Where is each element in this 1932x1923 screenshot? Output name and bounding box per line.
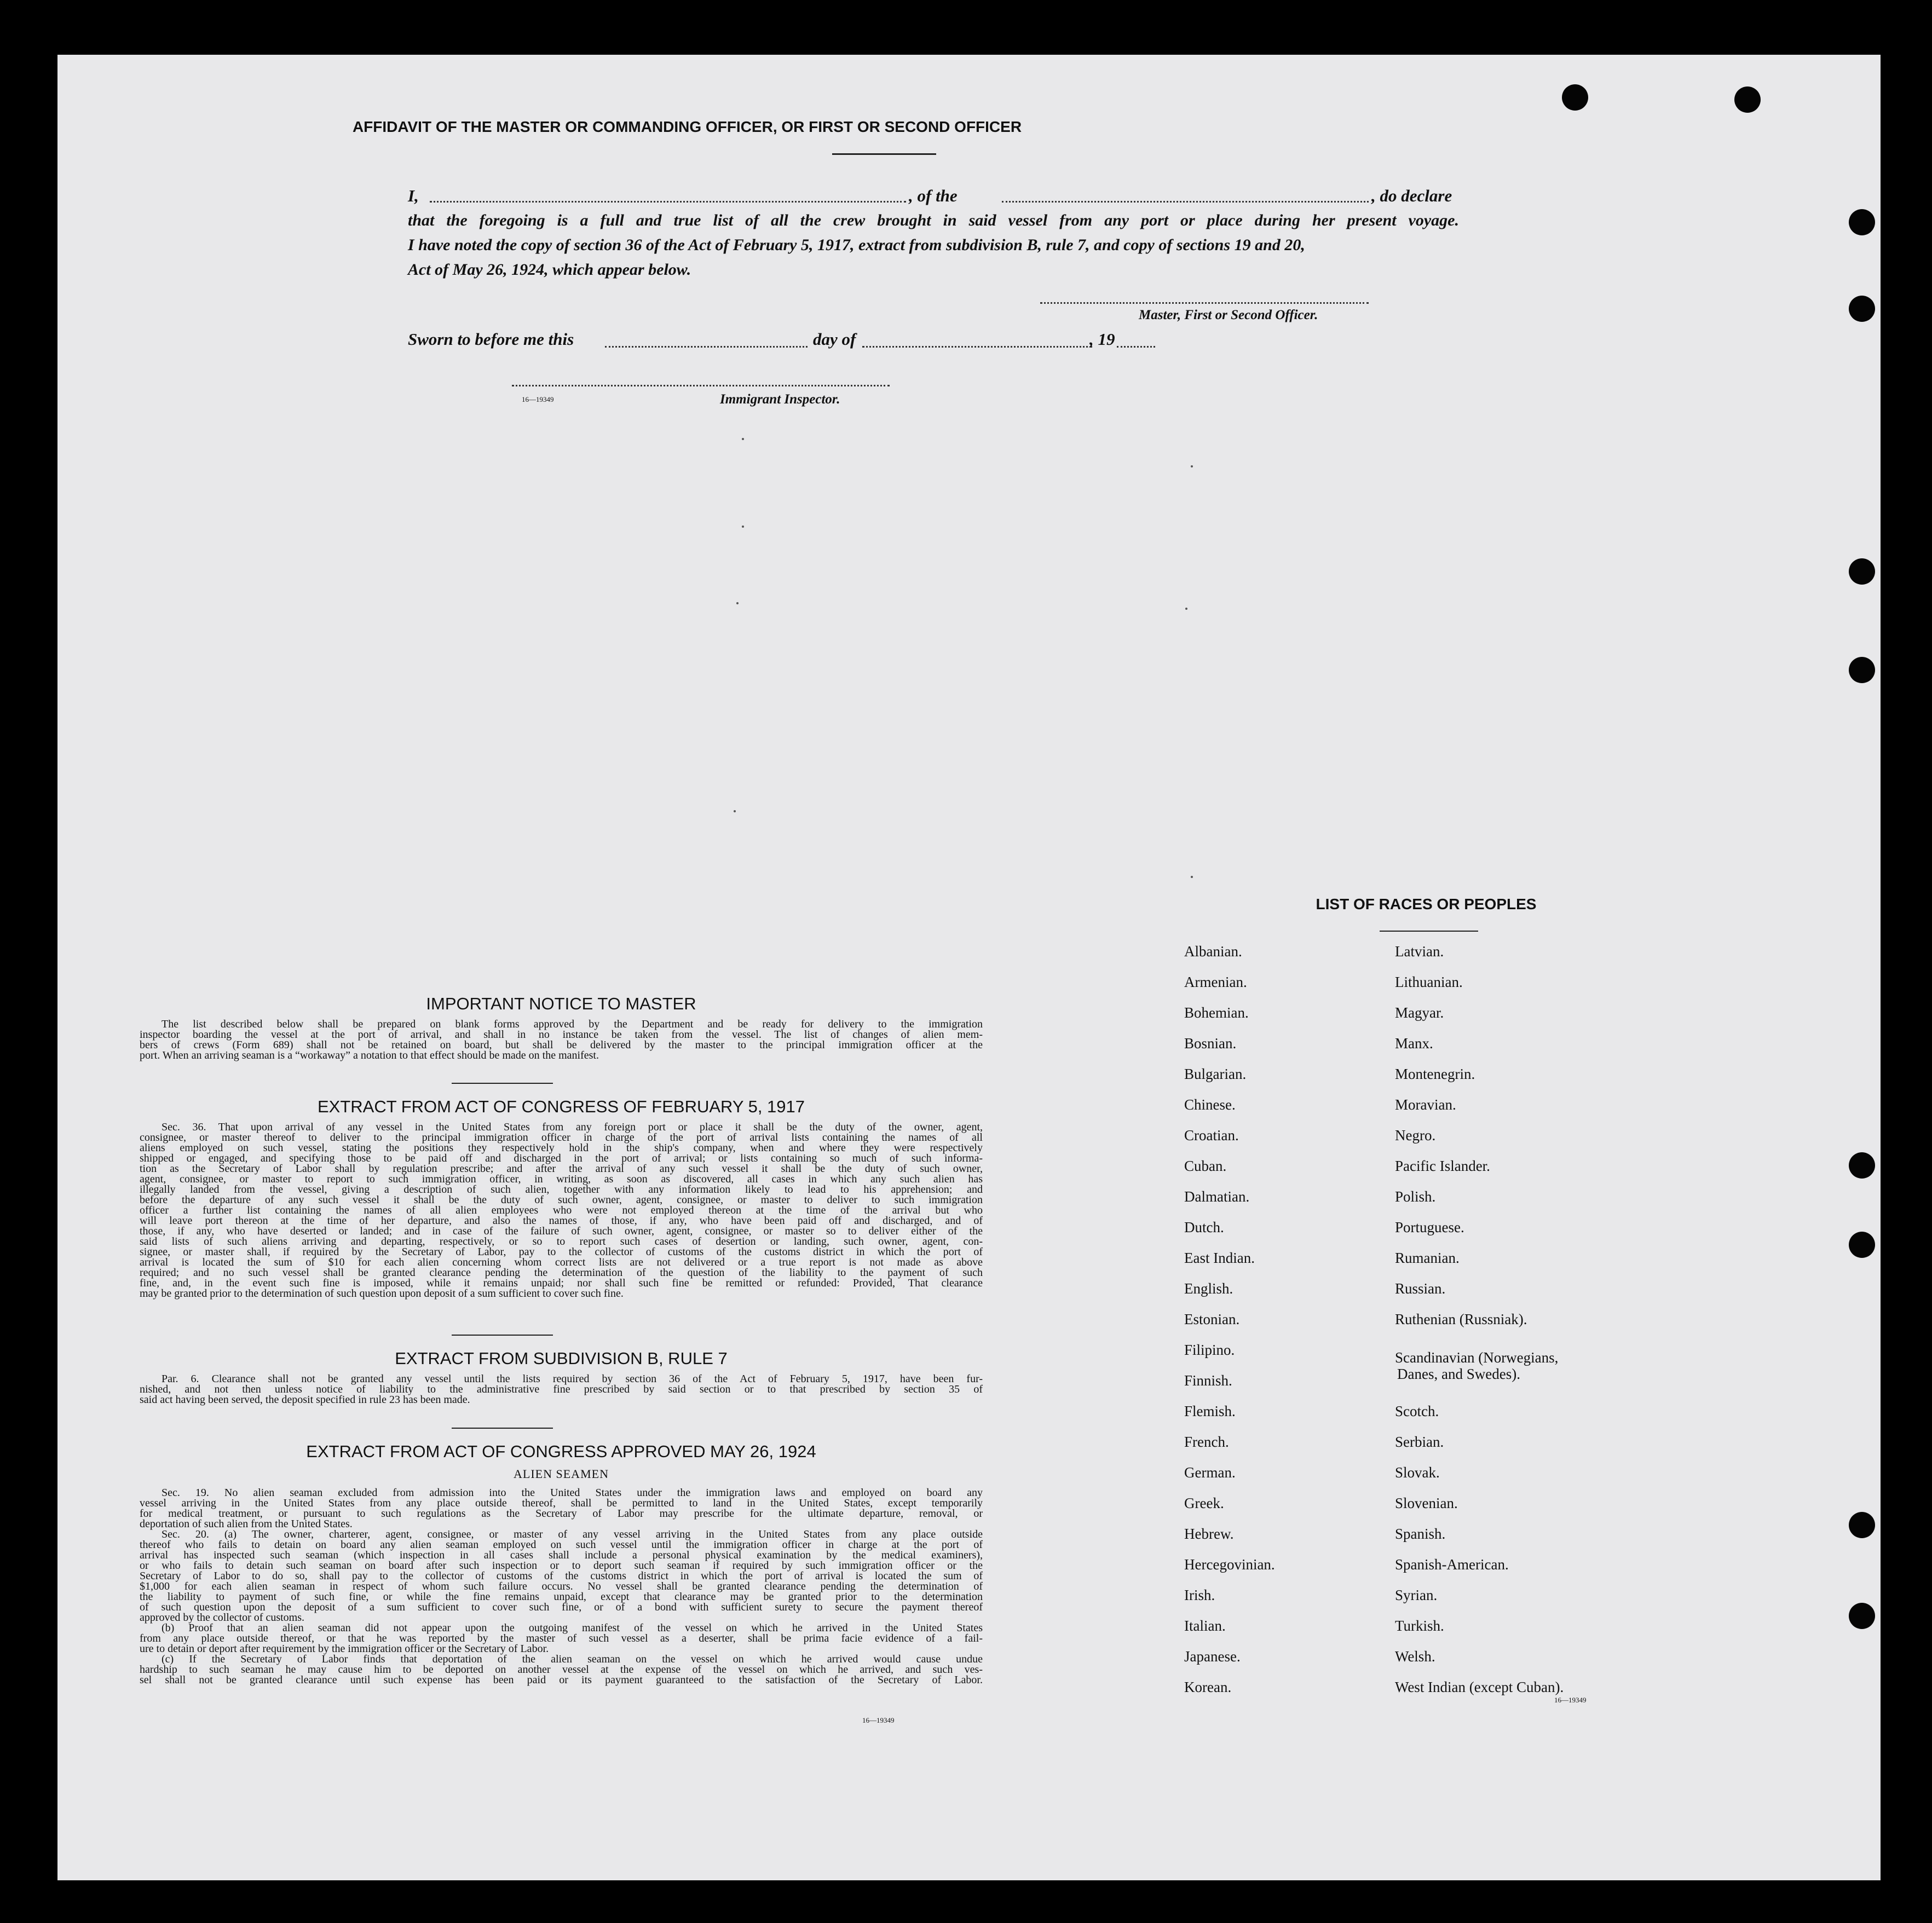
race-greek: Greek. xyxy=(1184,1495,1224,1511)
race-moravian: Moravian. xyxy=(1395,1096,1456,1113)
race-french: French. xyxy=(1184,1434,1229,1450)
extract-1917-line: aliens employed on such vessel, stating the positions they respectively hold in the ship's company, when and where they were respectively xyxy=(140,1142,983,1154)
title-rule xyxy=(832,153,936,155)
inspector-signature-field[interactable] xyxy=(512,385,890,386)
affidavit-body xyxy=(408,183,1459,282)
extract-1924-text xyxy=(140,1488,983,1685)
race-slovenian: Slovenian. xyxy=(1395,1495,1458,1511)
race-flemish: Flemish. xyxy=(1184,1403,1236,1419)
race-english: English. xyxy=(1184,1280,1233,1297)
race-hebrew: Hebrew. xyxy=(1184,1526,1234,1542)
form-sheet xyxy=(57,55,1881,1880)
speck xyxy=(1191,465,1193,467)
race-irish: Irish. xyxy=(1184,1587,1215,1603)
punch-hole xyxy=(1849,209,1875,235)
race-german: German. xyxy=(1184,1464,1236,1481)
extract-1917-line: before the departure of any such vessel it shall be the duty of such owner, agent, consignee, or master to deliver to such immigration xyxy=(140,1194,983,1206)
race-magyar: Magyar. xyxy=(1395,1004,1444,1021)
i-label: I, xyxy=(408,186,419,205)
race-japanese: Japanese. xyxy=(1184,1648,1241,1665)
form-number: 16—19349 xyxy=(862,1716,895,1724)
extract-1924-line: Sec. 19. No alien seaman excluded from admission into the United States under the immigration laws and employed on board any xyxy=(162,1487,983,1499)
extract-1917-title: EXTRACT FROM ACT OF CONGRESS OF FEBRUARY 5, 1917 xyxy=(317,1097,805,1116)
punch-hole xyxy=(1849,1512,1875,1538)
extract-1917-line: may be granted prior to the determination of such question upon deposit of a sum sufficient to cover such fine. xyxy=(140,1287,624,1300)
race-welsh: Welsh. xyxy=(1395,1648,1435,1665)
master-signature-label: Master, First or Second Officer. xyxy=(1139,308,1318,322)
extract-1924-line: (c) If the Secretary of Labor finds that deportation of the alien seaman on the vessel on which he arrived would cause undue xyxy=(162,1653,983,1665)
race-chinese: Chinese. xyxy=(1184,1096,1236,1113)
extract-rule7-line: Par. 6. Clearance shall not be granted any vessel until the lists required by section 36 of the Act of February 5, 1917, have been fur- xyxy=(162,1373,983,1385)
master-signature-field[interactable] xyxy=(1040,302,1369,304)
extract-rule7-title: EXTRACT FROM SUBDIVISION B, RULE 7 xyxy=(395,1349,728,1368)
race-bohemian: Bohemian. xyxy=(1184,1004,1249,1021)
extract-1924-line: vessel arriving in the United States from any place outside thereof, shall be permitted to land in the United States, except temporarily xyxy=(140,1497,983,1509)
race-bulgarian: Bulgarian. xyxy=(1184,1066,1247,1082)
race-ruthenian: Ruthenian (Russniak). xyxy=(1395,1311,1527,1327)
race-rumanian: Rumanian. xyxy=(1395,1250,1460,1266)
extract-1917-line: those, if any, who have deserted or landed; and in case of the failure of such owner, agent, consignee, or master so to deliver either of the xyxy=(140,1225,983,1237)
extract-1924-title: EXTRACT FROM ACT OF CONGRESS APPROVED MAY 26, 1924 xyxy=(306,1442,816,1461)
extract-1924-line: the liability to payment of such fine, or while the fine remains unpaid, except that clearance may be granted prior to the determination xyxy=(140,1591,983,1603)
extract-1917-line: said lists of such aliens arriving and departing, respectively, or so to report such cases of desertion or landing, such owner, agent, con- xyxy=(140,1235,983,1248)
sworn-year-field[interactable] xyxy=(1117,346,1155,348)
extract-1924-line: ure to detain or deport after requirement by the immigration officer or the Secretary of Labor. xyxy=(140,1643,549,1655)
affidavit-title: AFFIDAVIT OF THE MASTER OR COMMANDING OFFICER, OR FIRST OR SECOND OFFICER xyxy=(352,118,1022,135)
extract-1917-text xyxy=(140,1122,983,1299)
race-estonian: Estonian. xyxy=(1184,1311,1240,1327)
inspector-label: Immigrant Inspector. xyxy=(720,392,840,407)
extract-1924-line: approved by the collector of customs. xyxy=(140,1612,305,1624)
name-field[interactable] xyxy=(430,201,906,203)
affidavit-body-line: I have noted the copy of section 36 of the Act of February 5, 1917, extract from subdivision B, rule 7, and copy of sections 19 and 20, xyxy=(408,236,1305,254)
punch-hole xyxy=(1562,84,1588,111)
race-bosnian: Bosnian. xyxy=(1184,1035,1237,1052)
sworn-day-field[interactable] xyxy=(605,346,808,348)
notice-text xyxy=(140,1019,983,1061)
extract-1924-line: Secretary of Labor to do so, shall pay to the collector of customs of the customs district in which the port of arrival is located the sum of xyxy=(140,1570,983,1582)
extract-1917-line: signee, or master shall, if required by the Secretary of Labor, pay to the collector of customs of the customs district in which the port of xyxy=(140,1246,983,1258)
race-scandinavian-cont-text: Danes, and Swedes). xyxy=(1397,1366,1520,1382)
affidavit-body-line: Act of May 26, 1924, which appear below. xyxy=(408,261,691,279)
race-russian: Russian. xyxy=(1395,1280,1446,1297)
extract-1917-line: will leave port thereon at the time of her departure, and also the names of those, if any, who have been paid off and discharged, and of xyxy=(140,1215,983,1227)
extract-rule7-line: nished, and not then unless notice of liability to the administrative fine prescribed by said section or to that prescribed by section 35 of xyxy=(140,1383,983,1395)
speck xyxy=(742,525,744,528)
race-west-indian: West Indian (except Cuban). xyxy=(1395,1679,1564,1695)
speck xyxy=(1185,608,1187,610)
speck xyxy=(742,438,744,440)
extract-1924-line: thereof who fails to detain on board any alien seaman employed on such vessel until the immigration officer in charge at the port of xyxy=(140,1539,983,1551)
extract-rule7-line: said act having been served, the deposit specified in rule 23 has been made. xyxy=(140,1394,470,1406)
race-slovak: Slovak. xyxy=(1395,1464,1440,1481)
extract-1924-line: of such question upon the deposit of a sum sufficient to cover such fine, or of a bond with sufficient surety to secure the payment thereof xyxy=(140,1601,983,1613)
extract-1917-line: agent, consignee, or master to report to such immigration officer, in writing, as soon as discovered, all cases in which any such alien has xyxy=(140,1173,983,1185)
race-montenegrin: Montenegrin. xyxy=(1395,1066,1475,1082)
extract-1917-line: shipped or engaged, and specifying those to be paid off and discharged in the port of arrival; or lists containing so much of such informa- xyxy=(140,1152,983,1164)
race-scotch: Scotch. xyxy=(1395,1403,1439,1419)
race-italian: Italian. xyxy=(1184,1618,1226,1634)
race-east-indian: East Indian. xyxy=(1184,1250,1255,1266)
section-rule xyxy=(452,1335,553,1336)
race-turkish: Turkish. xyxy=(1395,1618,1444,1634)
extract-1917-line: consignee, or master thereof to deliver to the principal immigration officer in charge of the port of arrival lists containing the names of all xyxy=(140,1131,983,1144)
day-of-label: day of xyxy=(813,330,856,349)
race-syrian: Syrian. xyxy=(1395,1587,1438,1603)
punch-hole xyxy=(1849,558,1875,585)
section-rule xyxy=(452,1083,553,1084)
race-negro: Negro. xyxy=(1395,1127,1436,1144)
extract-1917-line: illegally landed from the vessel, giving a description of such alien, together with any information likely to lead to his apprehension; and xyxy=(140,1183,983,1196)
race-spanish-american: Spanish-American. xyxy=(1395,1556,1509,1573)
notice-line: The list described below shall be prepared on blank forms approved by the Department and be ready for delivery to the immigration xyxy=(162,1018,983,1030)
speck xyxy=(736,602,739,604)
race-finnish: Finnish. xyxy=(1184,1372,1232,1389)
extract-1917-line: Sec. 36. That upon arrival of any vessel in the United States from any foreign port or place it shall be the duty of the owner, agent, xyxy=(162,1121,983,1133)
race-hercegovinian: Hercegovinian. xyxy=(1184,1556,1275,1573)
punch-hole xyxy=(1849,657,1875,683)
race-dalmatian: Dalmatian. xyxy=(1184,1188,1250,1205)
declare-line xyxy=(408,183,1459,208)
race-spanish: Spanish. xyxy=(1395,1526,1446,1542)
extract-1917-line: fine, and, in the event such fine is imposed, while it remains unpaid; nor shall such fine be remitted or refunded: Provided, That clearance xyxy=(140,1277,983,1289)
race-manx: Manx. xyxy=(1395,1035,1433,1052)
race-albanian: Albanian. xyxy=(1184,943,1242,960)
extract-1924-line: hardship to such seaman he may cause him to be deported on another vessel at the expense of the vessel on which he arrived, and such ves- xyxy=(140,1664,983,1676)
extract-1924-line: Sec. 20. (a) The owner, charterer, agent, consignee, or master of any vessel arriving in the United States from any place outside xyxy=(162,1528,983,1540)
extract-1924-line: from any place outside thereof, or that he was reported by the master of such vessel as a deserter, shall be prima facie evidence of a fail- xyxy=(140,1632,983,1644)
race-scandinavian-cont xyxy=(1395,1366,1520,1383)
extract-1917-line: tion as the Secretary of Labor shall by regulation prescribe; and after the arrival of any such vessel it shall be the duty of such owner, xyxy=(140,1163,983,1175)
race-lithuanian: Lithuanian. xyxy=(1395,974,1463,990)
do-declare-label: , do declare xyxy=(1371,186,1452,205)
section-rule xyxy=(452,1428,553,1429)
punch-hole xyxy=(1849,1603,1875,1629)
notice-title: IMPORTANT NOTICE TO MASTER xyxy=(426,994,696,1013)
extract-1924-line: deportation of such alien from the United States. xyxy=(140,1518,353,1530)
punch-hole xyxy=(1849,296,1875,322)
race-serbian: Serbian. xyxy=(1395,1434,1444,1450)
form-number: 16—19349 xyxy=(1554,1696,1587,1704)
extract-1924-line: $1,000 for each alien seaman in respect of whom such failure occurs. No vessel shall be granted clearance pending the determination of xyxy=(140,1580,983,1592)
alien-seamen-subtitle: ALIEN SEAMEN xyxy=(514,1467,609,1481)
of-the-label: , of the xyxy=(909,186,958,205)
punch-hole xyxy=(1734,86,1761,113)
speck xyxy=(1191,876,1193,878)
punch-hole xyxy=(1849,1152,1875,1179)
extract-rule7-text xyxy=(140,1374,983,1405)
race-scandinavian: Scandinavian (Norwegians, xyxy=(1395,1349,1559,1366)
form-number: 16—19349 xyxy=(522,395,554,403)
race-pacific-islander: Pacific Islander. xyxy=(1395,1158,1490,1174)
extract-1924-line: for medical treatment, or pursuant to such regulations as the Secretary of Labor may prescribe for the ultimate departure, removal, or xyxy=(140,1508,983,1520)
race-armenian: Armenian. xyxy=(1184,974,1247,990)
year-label: , 19 xyxy=(1089,330,1115,349)
race-latvian: Latvian. xyxy=(1395,943,1444,960)
speck xyxy=(734,810,736,812)
extract-1924-line: arrival has inspected such seaman (which inspection in all cases shall include a personal physical examination by the medical examiners), xyxy=(140,1549,983,1561)
race-cuban: Cuban. xyxy=(1184,1158,1227,1174)
extract-1924-line: sel shall not be granted clearance until such expense has been paid or its payment guaranteed to the satisfaction of the Secretary of Labor. xyxy=(140,1674,983,1686)
notice-line: port. When an arriving seaman is a “workaway” a notation to that effect should be made on the manifest. xyxy=(140,1049,599,1061)
race-dutch: Dutch. xyxy=(1184,1219,1224,1235)
sworn-label: Sworn to before me this xyxy=(408,330,574,349)
races-title: LIST OF RACES OR PEOPLES xyxy=(1316,896,1537,913)
races-title-rule xyxy=(1380,931,1478,932)
extract-1924-line: (b) Proof that an alien seaman did not appear upon the outgoing manifest of the vessel on which he arrived in the United States xyxy=(162,1622,983,1634)
punch-hole xyxy=(1849,1232,1875,1258)
vessel-field[interactable] xyxy=(1002,201,1369,203)
race-croatian: Croatian. xyxy=(1184,1127,1239,1144)
extract-1917-line: required; and no such vessel shall be granted clearance pending the determination of the question of the liability to the payment of such xyxy=(140,1267,983,1279)
extract-1917-line: arrival is located the sum of $10 for each alien concerning whom correct lists are not delivered or a true report is not made as above xyxy=(140,1256,983,1268)
sworn-month-field[interactable] xyxy=(862,346,1092,348)
race-polish: Polish. xyxy=(1395,1188,1436,1205)
affidavit-body-line: that the foregoing is a full and true list of all the crew brought in said vessel from any port or place during her present voyage. xyxy=(408,211,1459,229)
notice-line: inspector boarding the vessel at the port of arrival, and shall in no instance be taken from the vessel. The list of changes of alien mem- xyxy=(140,1029,983,1041)
race-korean: Korean. xyxy=(1184,1679,1232,1695)
race-portuguese: Portuguese. xyxy=(1395,1219,1464,1235)
extract-1924-line: or who fails to detain such seaman on board after such inspection or to deport such seaman if required by such immigration officer or the xyxy=(140,1560,983,1572)
notice-line: bers of crews (Form 689) shall not be retained on board, but shall be delivered by the master to the principal immigration officer at the xyxy=(140,1039,983,1051)
race-filipino: Filipino. xyxy=(1184,1342,1235,1358)
extract-1917-line: officer a further list containing the names of all alien employees who were not employed thereon at the time of the arrival but who xyxy=(140,1204,983,1216)
